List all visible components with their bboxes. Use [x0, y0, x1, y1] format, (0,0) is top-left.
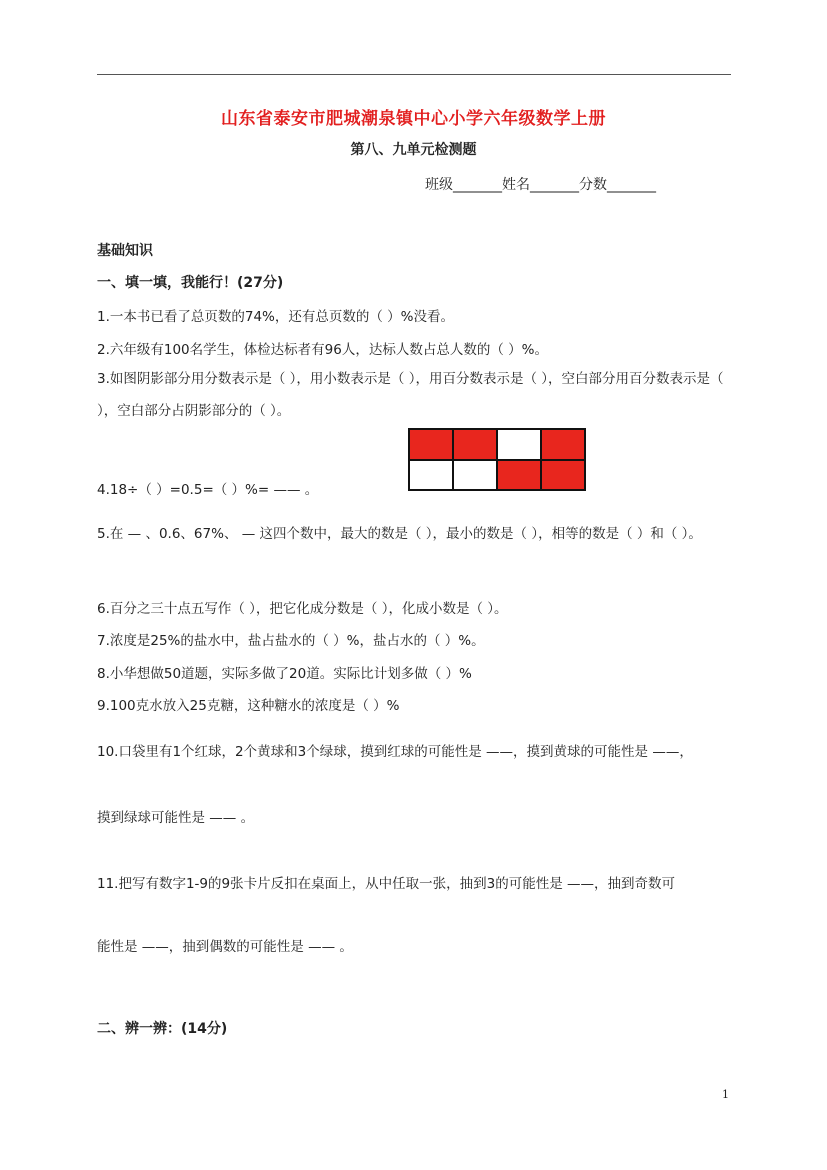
- question-9: 9.100克水放入25克糖，这种糖水的浓度是（ ）%: [97, 698, 400, 714]
- student-info-line: 班级_______姓名_______分数_______: [425, 177, 656, 193]
- question-1: 1.一本书已看了总页数的74%，还有总页数的（ ）%没看。: [97, 309, 455, 325]
- grid-cell-shaded: [410, 430, 452, 459]
- question-3: 3.如图阴影部分用分数表示是（ ），用小数表示是（ ），用百分数表示是（ ），空白部分用百分数表示是（ ），空白部分占阴影部分的（ ）。: [97, 371, 724, 419]
- question-10-line2: 摸到绿球可能性是 —— 。: [97, 810, 255, 826]
- grid-cell-shaded: [498, 461, 540, 490]
- question-7: 7.浓度是25%的盐水中，盐占盐水的（ ）%，盐占水的（ ）%。: [97, 633, 485, 649]
- shaded-grid-figure: [408, 428, 586, 491]
- question-2: 2.六年级有100名学生，体检达标者有96人，达标人数占总人数的（ ）%。: [97, 342, 548, 358]
- grid-cell-shaded: [542, 430, 584, 459]
- page-number: 1: [722, 1088, 729, 1101]
- section-basic-knowledge: 基础知识: [97, 243, 153, 259]
- grid-cell-blank: [454, 461, 496, 490]
- question-11-line2: 能性是 ——，抽到偶数的可能性是 —— 。: [97, 939, 353, 955]
- question-5: 5.在 — 、0.6、67%、 — 这四个数中，最大的数是（ ），最小的数是（ ），相等的数是（ ）和（ ）。: [97, 526, 702, 542]
- document-title: 山东省泰安市肥城潮泉镇中心小学六年级数学上册: [221, 109, 606, 129]
- document-subtitle: 第八、九单元检测题: [350, 142, 477, 158]
- grid-cell-blank: [410, 461, 452, 490]
- header-rule: [97, 74, 731, 75]
- question-11-line1: 11.把写有数字1-9的9张卡片反扣在桌面上，从中任取一张，抽到3的可能性是 ——，抽到奇数可: [97, 876, 675, 892]
- grid-cell-shaded: [542, 461, 584, 490]
- question-4: 4.18÷（ ）=0.5=（ ）%= —— 。: [97, 482, 319, 498]
- question-6: 6.百分之三十点五写作（ ），把它化成分数是（ ），化成小数是（ ）。: [97, 601, 508, 617]
- question-10-line1: 10.口袋里有1个红球，2个黄球和3个绿球，摸到红球的可能性是 ——，摸到黄球的可能性是 ——，: [97, 744, 693, 760]
- grid-cell-blank: [498, 430, 540, 459]
- section-part2-heading: 二、辨一辨：(14分): [97, 1021, 228, 1037]
- question-8: 8.小华想做50道题，实际多做了20道。实际比计划多做（ ）%: [97, 666, 472, 682]
- grid-cell-shaded: [454, 430, 496, 459]
- section-part1-heading: 一、填一填，我能行！(27分): [97, 275, 284, 291]
